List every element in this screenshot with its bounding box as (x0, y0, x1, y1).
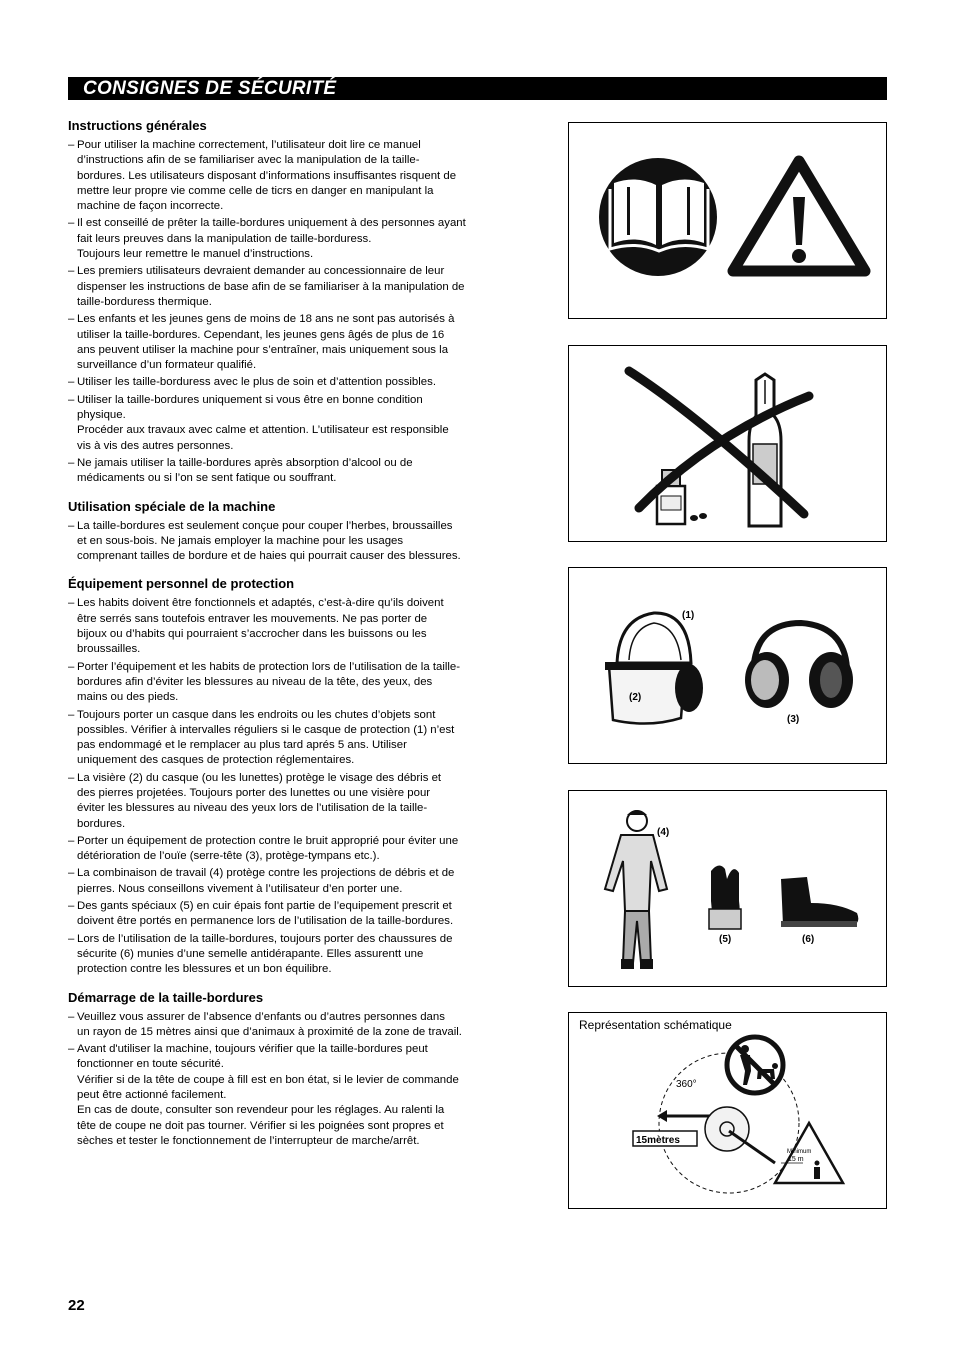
page-title: CONSIGNES DE SÉCURITÉ (83, 78, 337, 99)
label-ear-protection: (3) (787, 714, 800, 725)
label-visor: (2) (629, 692, 642, 703)
list-item: – Pour utiliser la machine correctement, l’utilisateur doit lire ce manuel d’instructions afin de se familiariser avec la manipulation de la taille- bordures. Les utilisateurs disposant d’informations insuffisantes risquent de mettre leur propre vie comme celle de ticrs en danger en manipulant la machine de façon incorrecte. (68, 138, 526, 214)
trimmer-head-icon (705, 1107, 775, 1163)
label-work-clothes: (4) (657, 827, 670, 838)
section-title: Équipement personnel de protection (68, 576, 295, 592)
section-title: Instructions générales (68, 118, 207, 133)
gloves-icon (709, 865, 741, 945)
warning-triangle-icon (733, 161, 865, 271)
section-general-instructions (68, 118, 526, 487)
list-item: – Toujours porter un casque dans les endroits ou les chutes d’objets sont possibles. Vérifier à intervalles réguliers si le casque de protection (1) n’est pas endommagé et le remplacer au plus tard aprés 5 ans. Utiliser uniquement des casques de protection réglementaires. (68, 708, 526, 769)
section-title: Démarrage de la taille-bordures (68, 989, 264, 1005)
list-item: – Utiliser les taille-borduress avec le plus de soin et d’attention possibles. (68, 375, 526, 390)
figure-schematic (568, 1012, 887, 1209)
list-item: – Lors de l’utilisation de la taille-bordures, toujours porter des chaussures de sécurite (6) munies d’une semelle antidérapante. Elles assurentt une protection contre les blessures et un bon équilibre. (68, 932, 526, 978)
list-item: – Il est conseillé de prêter la taille-bordures uniquement à des personnes ayant fait leurs preuves dans la manipulation de taille-borduress. Toujours leur remettre le manuel d’instructions. (68, 216, 526, 262)
arrow-head-icon (657, 1110, 667, 1122)
label-safety-boots: (6) (802, 934, 815, 945)
list-item: – La combinaison de travail (4) protège contre les projections de débris et de pierres. Nous conseillons vivement à l’utilisateur d’en porter une. (68, 866, 526, 897)
distance-label: 15mètres (636, 1135, 680, 1146)
section-header-bar (68, 77, 887, 100)
list-item: – Avant d'utiliser la machine, toujours vérifier que la taille-bordures peut fonctionner en toute sécurité. Vérifier si de la tête de coupe à fill est en bon état, si le levier de commande peut être actionné facilement. En cas de doute, consulter son revendeur pour les réglages. Au ralenti la tête de coupe ne doit pas tourner. Vérifier si les poignées sont propres et sèches et tester le fonctionnement de l’interrupteur de marche/arrêt. (68, 1042, 526, 1149)
list-item: – Porter un équipement de protection contre le bruit approprié pour éviter une détérioration de l’ouïe (serre-tête (3), protège-tympans etc.). (68, 834, 526, 865)
list-item: – Les premiers utilisateurs devraient demander au concessionnaire de leur dispenser les instructions de base afin de se familiariser à la manipulation de taille-borduress thermique. (68, 264, 526, 310)
list-item: – Les habits doivent être fonctionnels et adaptés, c’est-à-dire qu’ils doivent être serrés sans toutefois entraver les mouvements. Ne pas porter de bijoux ou d’habits qui pourraient s’accrocher dans les buissons ou les broussailles. (68, 596, 526, 657)
no-people-animals-icon (727, 1037, 783, 1093)
safety-boots-icon (781, 877, 858, 945)
figure-no-alcohol (568, 345, 887, 542)
list-item: – Ne jamais utiliser la taille-bordures après absorption d’alcool ou de médicaments ou si l’on se sent fatique ou souffrant. (68, 456, 526, 487)
section-protective-equipment (68, 576, 526, 977)
list-item: – La taille-bordures est seulement conçue pour couper l’herbes, broussailles et en sous-bois. Ne jamais employer la machine pour les usages comprenant tailles de bordure et de haies qui pourrait causer des blessures. (68, 519, 526, 565)
minimum-distance-label: 15 m (788, 1156, 804, 1163)
figure-body-protection (568, 790, 887, 987)
ear-muffs-icon (745, 623, 853, 725)
minimum-label: Minimum (787, 1149, 812, 1155)
read-manual-icon (599, 158, 717, 276)
label-gloves: (5) (719, 934, 732, 945)
list-item: – Porter l’équipement et les habits de protection lors de l’utilisation de la taille- bordures afin d’éviter les blessures au niveau de la tête, des yeux, des mains ou des pieds. (68, 660, 526, 706)
figure-manual-warning (568, 122, 887, 319)
label-helmet: (1) (682, 610, 695, 621)
list-item: – Les enfants et les jeunes gens de moins de 18 ans ne sont pas autorisés à utiliser la taille-bordures. Cependant, les jeunes gens âgés de plus de 16 ans peuvent utiliser la machine pour s’entraîner, mais uniquement sous la surveillance d’un formateur qualifié. (68, 312, 526, 373)
section-title: Utilisation spéciale de la machine (68, 498, 276, 514)
no-alcohol-medication-icon (629, 371, 809, 526)
list-item: – La visière (2) du casque (ou les lunettes) protège le visage des débris et des pierres projetées. Toujours porter des lunettes ou une visière pour éviter les blessures au niveau des yeux lors de l’utilisation de la taille- bordures. (68, 771, 526, 832)
section-starting (68, 990, 526, 1150)
list-item: – Veuillez vous assurer de l’absence d’enfants ou d’autres personnes dans un rayon de 15 mètres ainsi que d’animaux à proximité de la zone de travail. (68, 1010, 526, 1041)
list-item: – Des gants spéciaux (5) en cuir épais font partie de l’equipement prescrit et doivent être portés en permanence lors de l’utilisation de la taille-bordures. (68, 899, 526, 930)
work-clothes-icon (605, 810, 669, 969)
angle-label: 360° (676, 1079, 697, 1090)
page-number: 22 (68, 1297, 85, 1314)
schematic-title: Représentation schématique (579, 1018, 732, 1032)
minimum-distance-sign-icon (775, 1123, 843, 1183)
text-column (68, 118, 526, 1149)
section-special-use (68, 499, 526, 565)
list-item: – Utiliser la taille-bordures uniquement si vous être en bonne condition physique. Procéder aux travaux avec calme et attention. L’utilisateur est responsible vis à vis des autres personnes. (68, 393, 526, 454)
figure-head-protection (568, 567, 887, 764)
helmet-visor-icon (605, 610, 703, 724)
